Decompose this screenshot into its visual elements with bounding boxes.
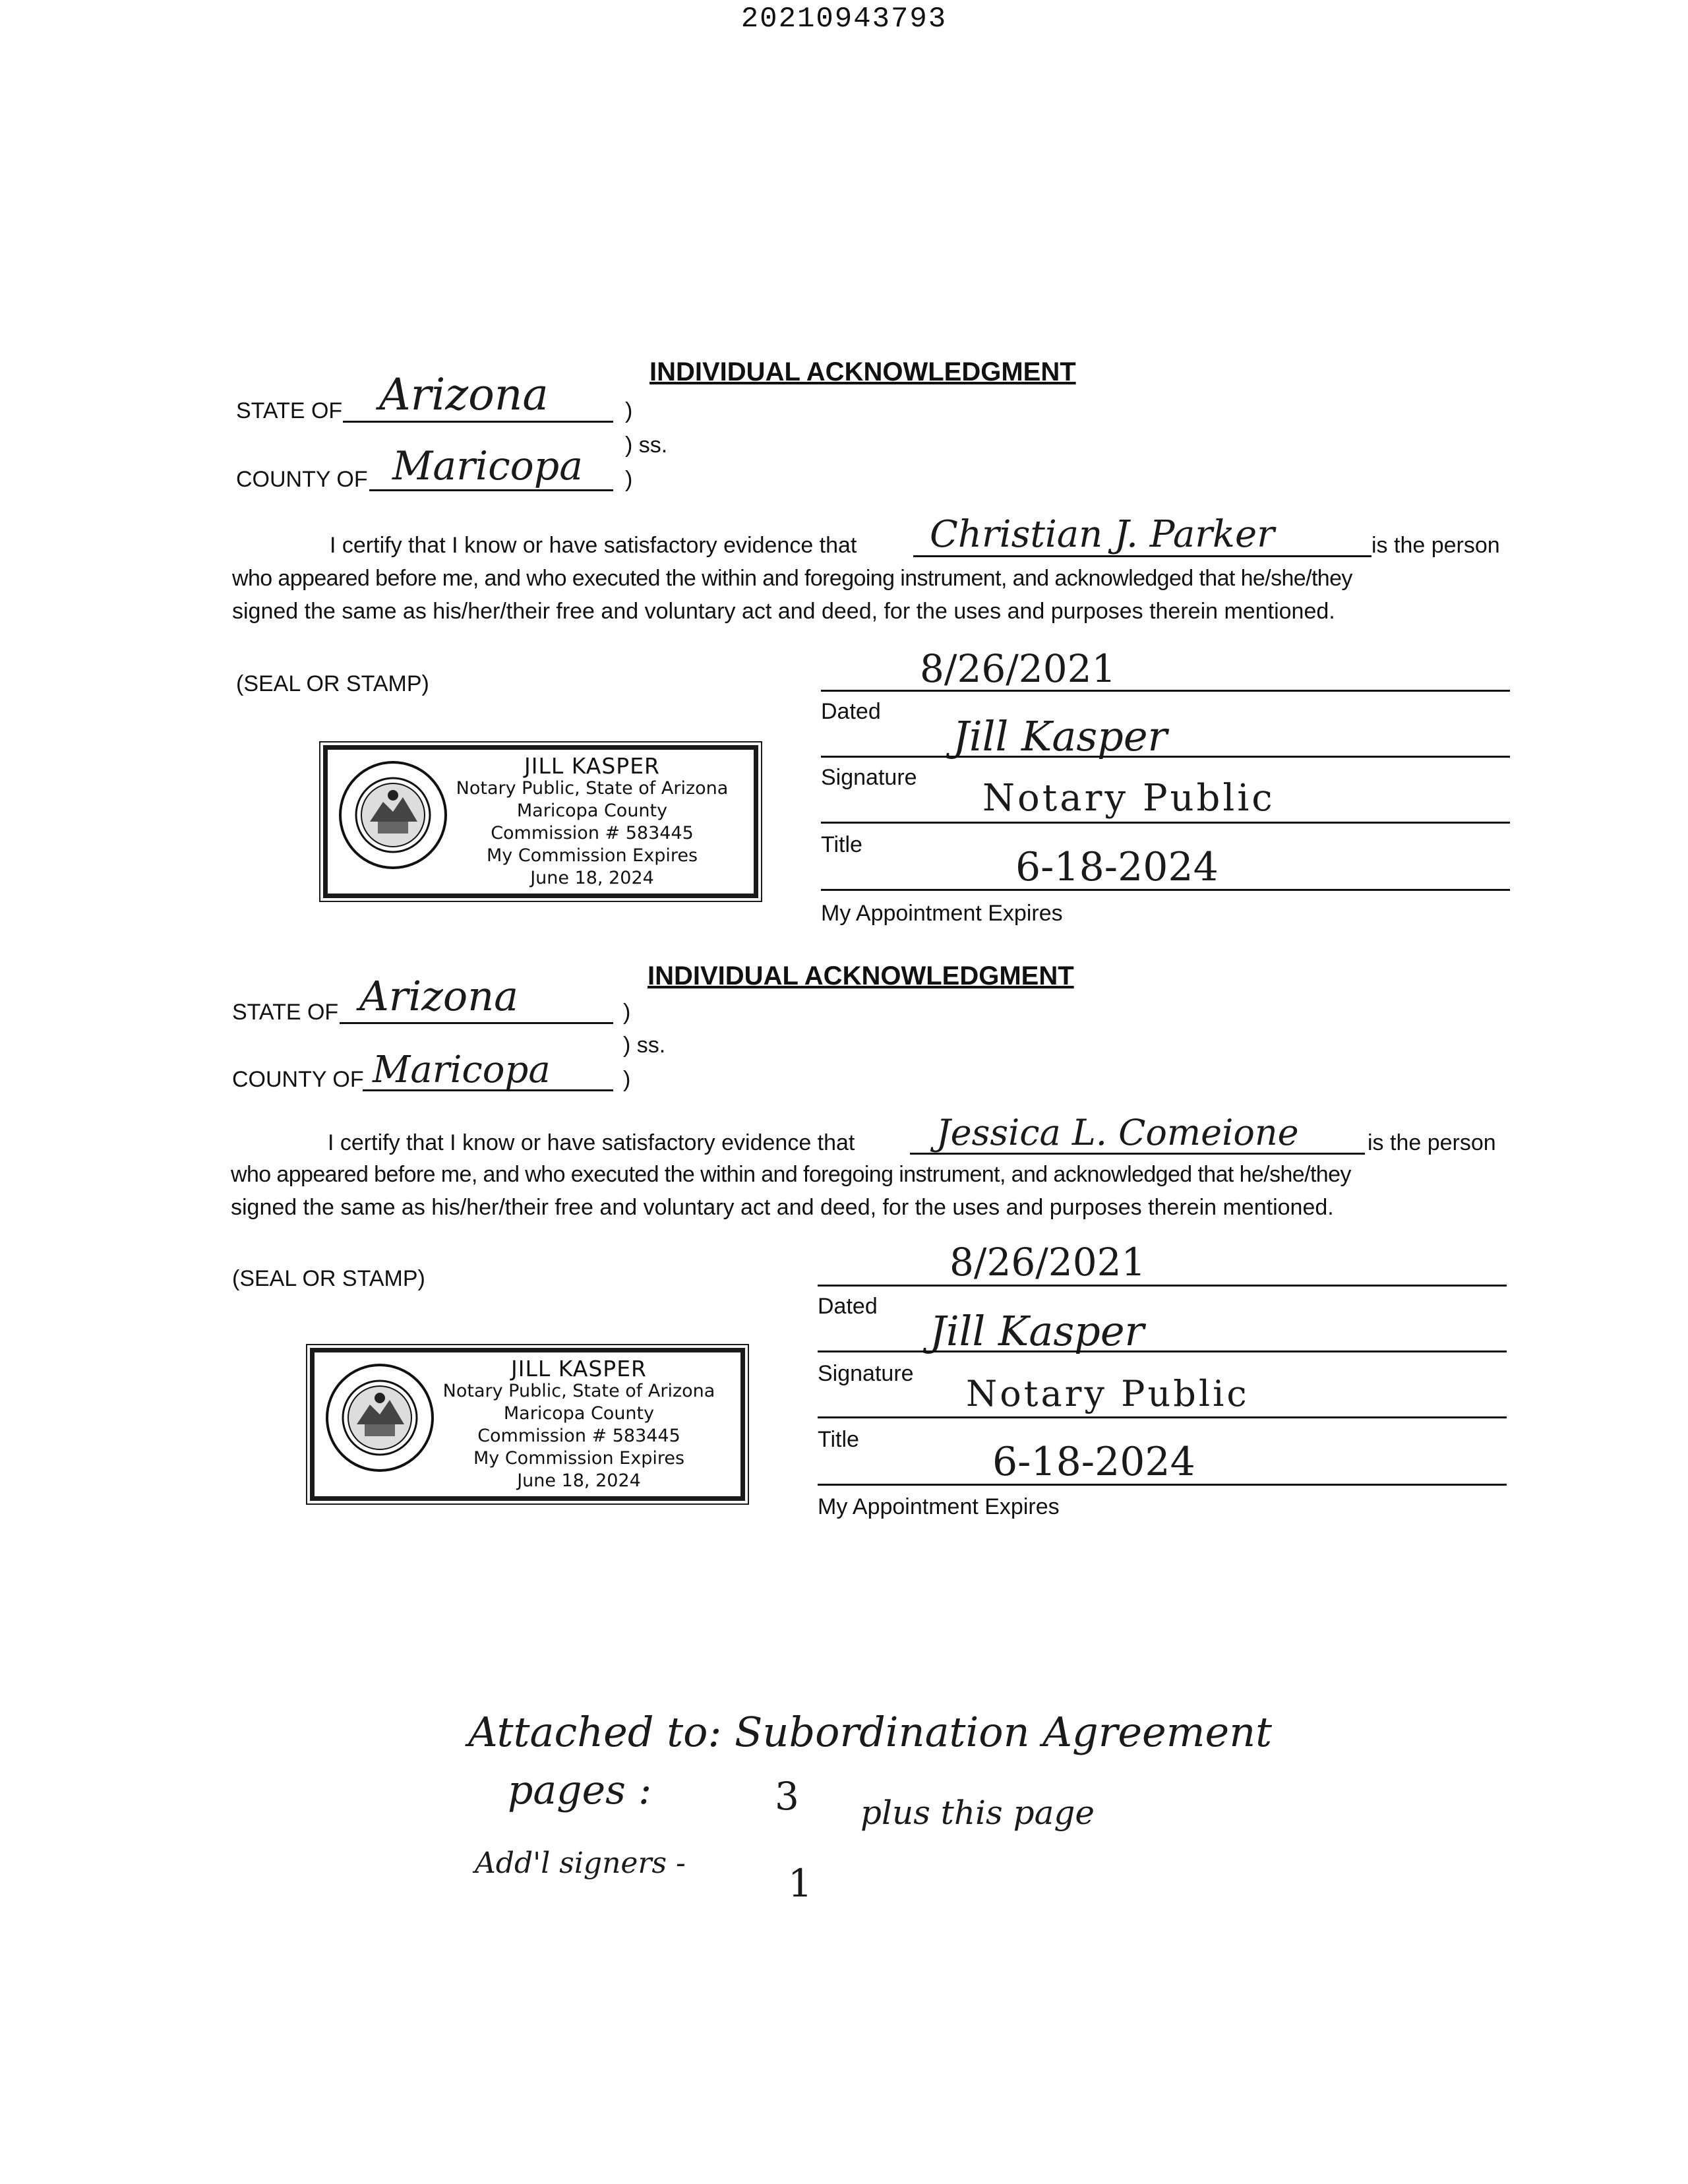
certify-suffix: is the person bbox=[1368, 1130, 1496, 1155]
county-rule bbox=[363, 1089, 613, 1091]
paren: ) bbox=[623, 1067, 631, 1092]
county-rule bbox=[369, 489, 613, 491]
state-seal-icon bbox=[324, 1362, 436, 1474]
stamp-text bbox=[424, 1358, 734, 1492]
notary-stamp bbox=[310, 1348, 745, 1501]
state-value: Arizona bbox=[379, 369, 549, 420]
expires-value: 6-18-2024 bbox=[992, 1439, 1195, 1485]
stamp-line: Maricopa County bbox=[503, 1403, 655, 1424]
signature-rule bbox=[818, 1350, 1507, 1352]
title-label: Title bbox=[818, 1427, 859, 1452]
section-heading: INDIVIDUAL ACKNOWLEDGMENT bbox=[649, 357, 1076, 386]
dated-rule bbox=[821, 690, 1510, 692]
county-value: Maricopa bbox=[373, 1048, 551, 1091]
signature-value: Jill Kasper bbox=[953, 712, 1168, 760]
state-label: STATE OF bbox=[236, 398, 343, 423]
county-label: COUNTY OF bbox=[236, 467, 368, 492]
title-rule bbox=[821, 822, 1510, 824]
stamp-line: June 18, 2024 bbox=[517, 1471, 641, 1491]
note-signers-label: Add'l signers - bbox=[475, 1846, 686, 1880]
signature-value: Jill Kasper bbox=[930, 1307, 1145, 1355]
state-label: STATE OF bbox=[232, 1000, 339, 1025]
note-attached-line: Attached to: Subordination Agreement bbox=[468, 1708, 1273, 1756]
person-name: Christian J. Parker bbox=[930, 513, 1275, 556]
paren: ) bbox=[623, 1000, 631, 1025]
stamp-line: Notary Public, State of Arizona bbox=[456, 778, 729, 799]
note-signers-value: 1 bbox=[788, 1861, 812, 1906]
county-label: COUNTY OF bbox=[232, 1067, 364, 1092]
ss-label: ) ss. bbox=[625, 433, 668, 458]
stamp-text bbox=[437, 755, 747, 890]
expires-rule bbox=[818, 1484, 1507, 1486]
certify-suffix: is the person bbox=[1372, 533, 1500, 558]
note-pages-label: pages : bbox=[508, 1767, 652, 1813]
county-value: Maricopa bbox=[392, 443, 583, 489]
section-heading: INDIVIDUAL ACKNOWLEDGMENT bbox=[648, 961, 1074, 990]
dated-rule bbox=[818, 1285, 1507, 1287]
certify-line-2: who appeared before me, and who executed the within and foregoing instrument, and acknowledged that he/she/they bbox=[232, 566, 1352, 591]
paren: ) bbox=[625, 467, 633, 492]
dated-value: 8/26/2021 bbox=[950, 1240, 1146, 1285]
state-value: Arizona bbox=[359, 972, 519, 1020]
title-value: Notary Public bbox=[966, 1373, 1250, 1414]
name-rule bbox=[910, 1153, 1365, 1155]
signature-label: Signature bbox=[821, 765, 917, 790]
expires-label: My Appointment Expires bbox=[821, 901, 1063, 926]
dated-label: Dated bbox=[821, 699, 881, 724]
expires-rule bbox=[821, 889, 1510, 891]
title-value: Notary Public bbox=[982, 777, 1275, 820]
stamp-line: Notary Public, State of Arizona bbox=[442, 1381, 715, 1401]
signature-rule bbox=[821, 756, 1510, 758]
ss-label: ) ss. bbox=[623, 1033, 666, 1058]
state-rule bbox=[343, 421, 613, 423]
certify-prefix: I certify that I know or have satisfactory evidence that bbox=[328, 1130, 855, 1155]
stamp-line: My Commission Expires bbox=[473, 1448, 685, 1469]
expires-value: 6-18-2024 bbox=[1015, 844, 1219, 890]
stamp-notary-name: JILL KASPER bbox=[511, 1356, 647, 1381]
person-name: Jessica L. Comeione bbox=[936, 1112, 1299, 1153]
notary-stamp bbox=[323, 745, 758, 898]
certify-line-2: who appeared before me, and who executed the within and foregoing instrument, and acknowledged that he/she/they bbox=[231, 1162, 1351, 1187]
certify-prefix: I certify that I know or have satisfactory evidence that bbox=[330, 533, 857, 558]
seal-label: (SEAL OR STAMP) bbox=[232, 1266, 425, 1291]
stamp-line: Commission # 583445 bbox=[491, 823, 694, 843]
seal-label: (SEAL OR STAMP) bbox=[236, 671, 429, 696]
stamp-notary-name: JILL KASPER bbox=[524, 753, 660, 779]
certify-line-3: signed the same as his/her/their free and voluntary act and deed, for the uses and purposes therein mentioned. bbox=[231, 1195, 1334, 1220]
dated-label: Dated bbox=[818, 1294, 878, 1319]
state-rule bbox=[340, 1022, 613, 1024]
dated-value: 8/26/2021 bbox=[920, 646, 1116, 691]
stamp-line: Maricopa County bbox=[516, 801, 668, 821]
expires-label: My Appointment Expires bbox=[818, 1494, 1060, 1519]
certify-line-3: signed the same as his/her/their free and voluntary act and deed, for the uses and purposes therein mentioned. bbox=[232, 599, 1335, 624]
title-rule bbox=[818, 1416, 1507, 1418]
stamp-line: Commission # 583445 bbox=[477, 1426, 680, 1446]
signature-label: Signature bbox=[818, 1361, 914, 1386]
stamp-line: June 18, 2024 bbox=[530, 868, 654, 888]
note-pages-value: 3 bbox=[775, 1774, 799, 1819]
document-number: 20210943793 bbox=[740, 3, 948, 36]
state-seal-icon bbox=[337, 759, 449, 871]
name-rule bbox=[913, 555, 1372, 557]
note-pages-suffix: plus this page bbox=[860, 1794, 1095, 1832]
paren: ) bbox=[625, 398, 633, 423]
stamp-line: My Commission Expires bbox=[486, 845, 698, 866]
title-label: Title bbox=[821, 832, 862, 857]
